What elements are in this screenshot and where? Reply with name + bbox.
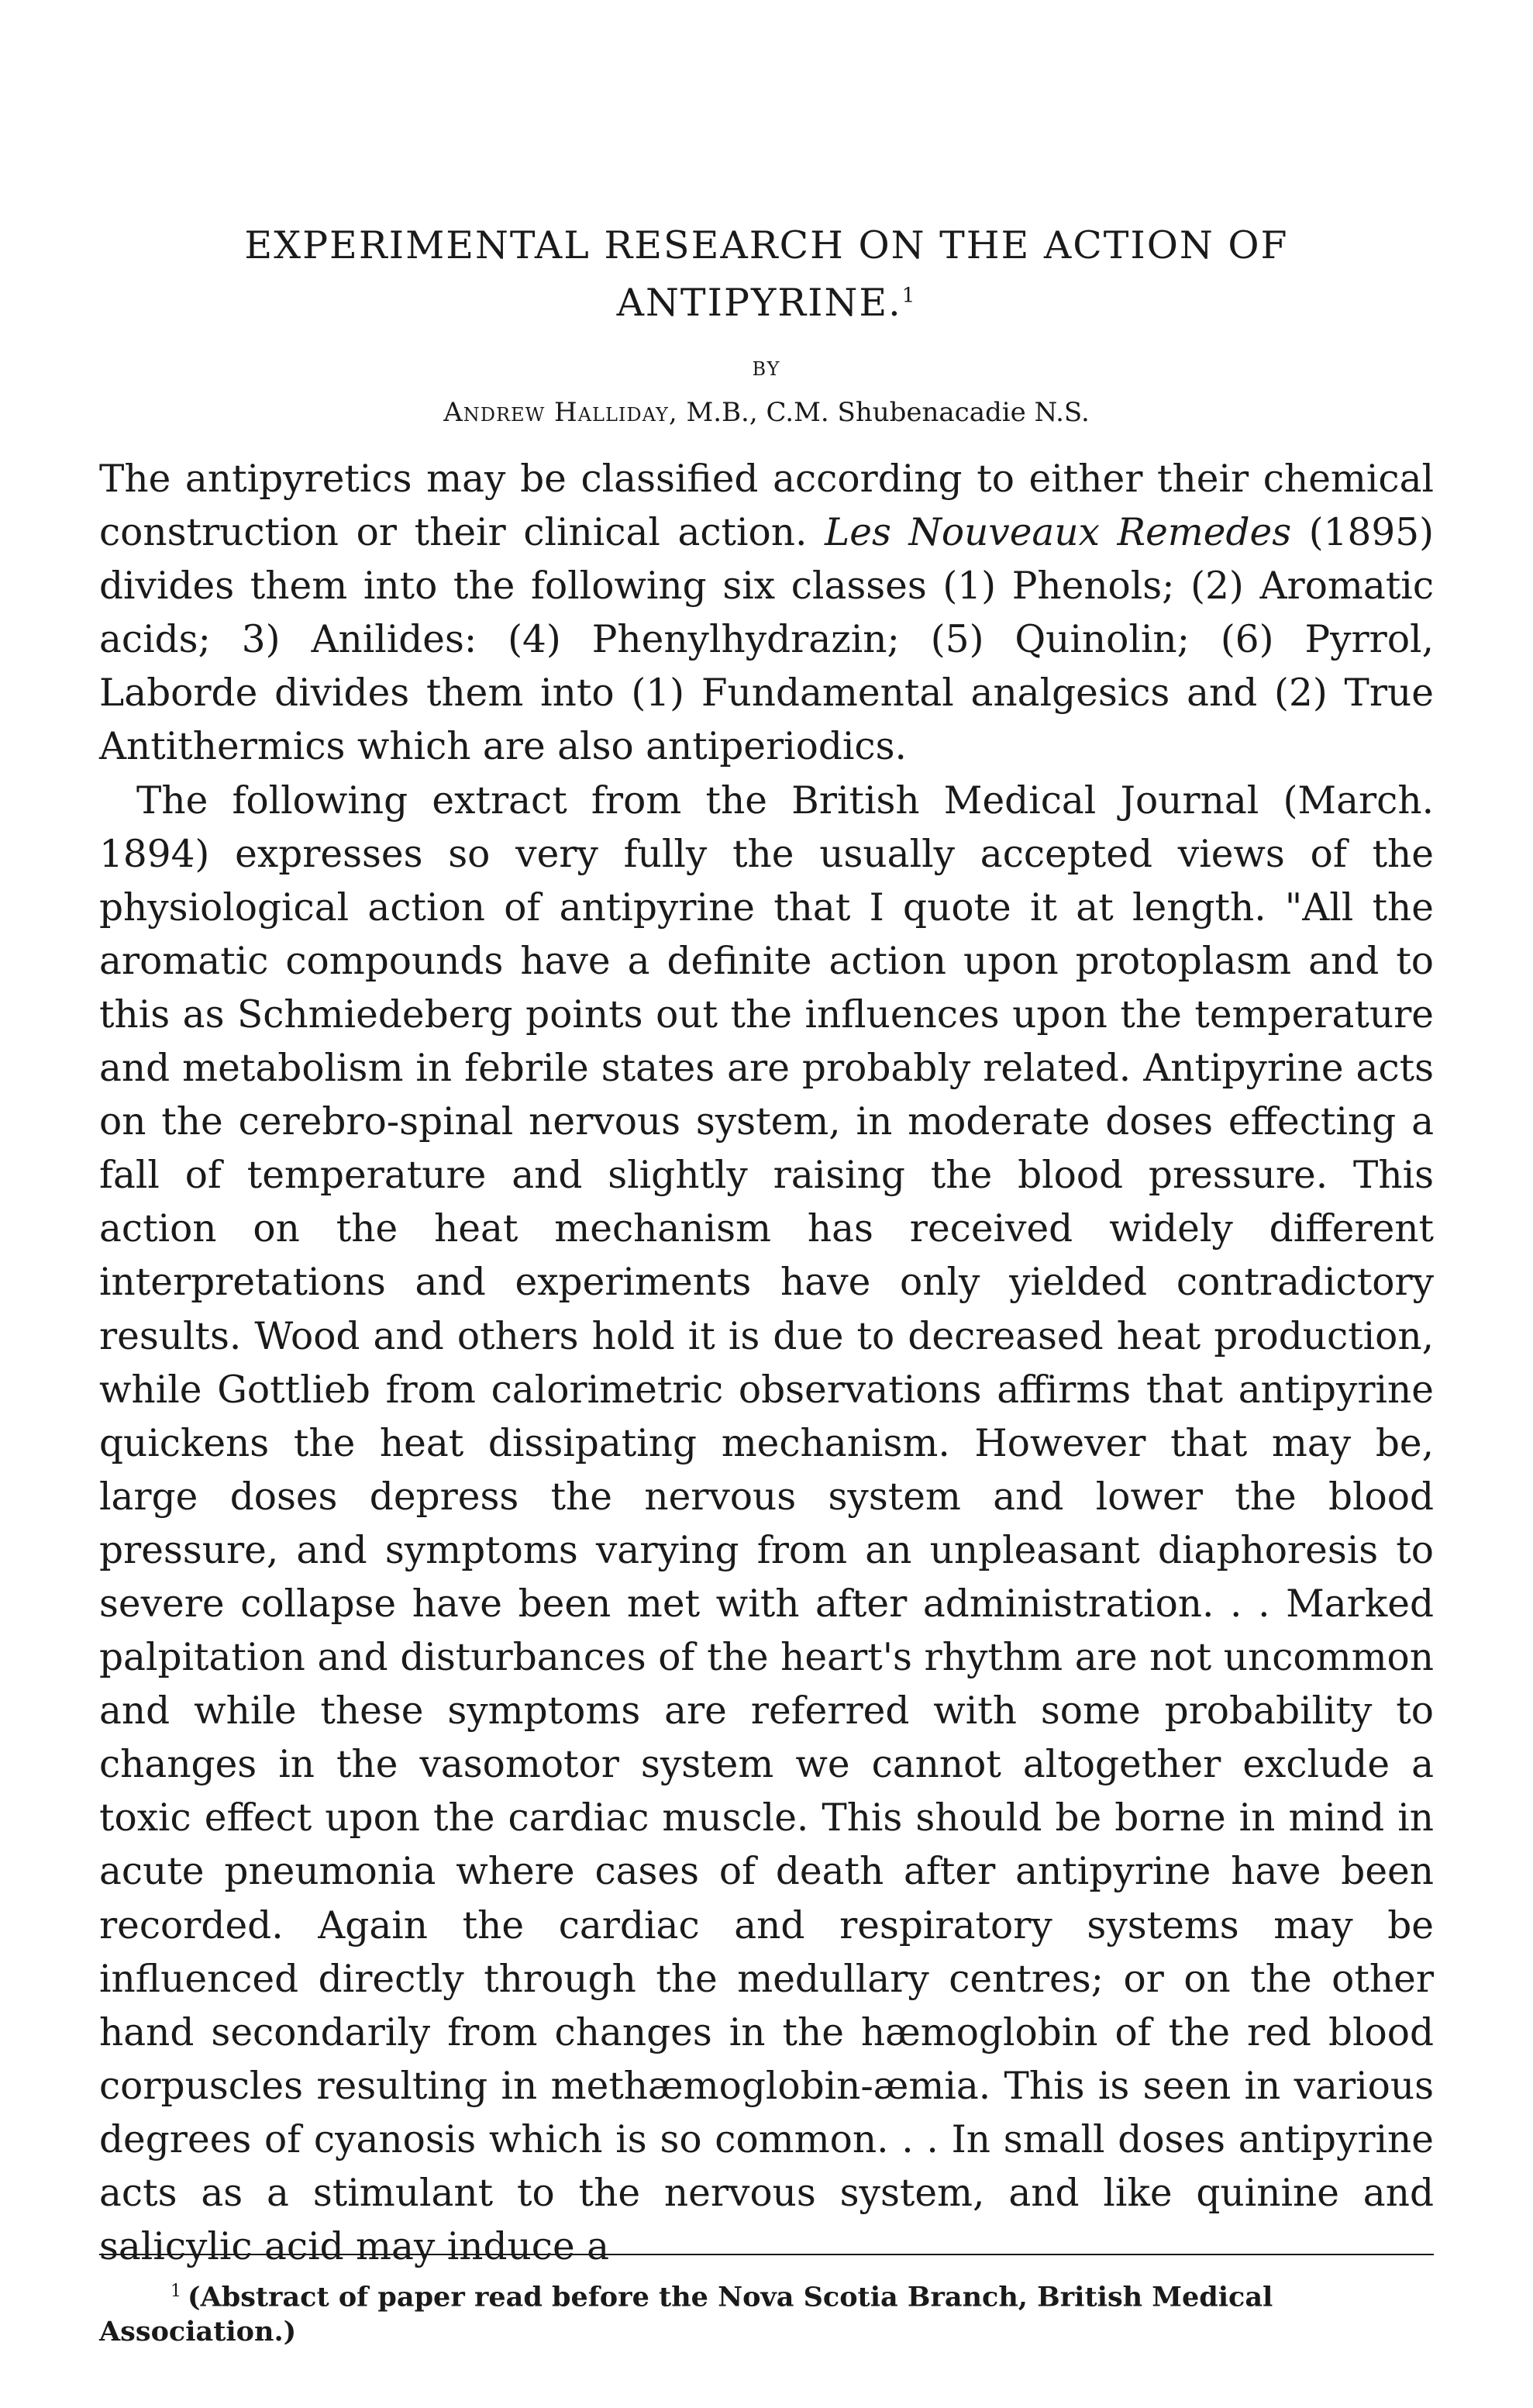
title-footnote-marker: 1 bbox=[901, 284, 917, 308]
article-body bbox=[99, 453, 1434, 2274]
author-credentials: M.B., C.M. Shubenacadie N.S. bbox=[686, 397, 1090, 428]
article-title-text-1: EXPERIMENTAL RESEARCH ON THE ACTION OF bbox=[244, 223, 1289, 267]
article-title-line-2 bbox=[0, 281, 1533, 325]
author-name: Andrew Halliday, bbox=[443, 397, 678, 428]
paragraph-1 bbox=[99, 453, 1434, 774]
footnote-divider bbox=[99, 2254, 1434, 2255]
paragraph-1-part-a: The antipyretics may be classified according to either their chemical construction or their clinical action. bbox=[99, 457, 1434, 555]
footnote-marker: 1 bbox=[171, 2282, 181, 2301]
article-title-text-2: ANTIPYRINE. bbox=[616, 281, 902, 325]
footnote-text: (Abstract of paper read before the Nova Scotia Branch, British Medical Association.) bbox=[99, 2281, 1273, 2348]
footnote bbox=[99, 2275, 1434, 2349]
article-title-line-1 bbox=[0, 223, 1533, 267]
byline-label: BY bbox=[752, 358, 781, 380]
author-line bbox=[0, 397, 1533, 428]
paragraph-2: The following extract from the British Medical Journal (March. 1894) expresses so very fully the usually accepted views of the physiological action of antipyrine that I quote it at length. "All the aromatic compounds have a definite action upon protoplasm and to this as Schmiedeberg points out the influences upon the temperature and metabolism in febrile states are probably related. Antipyrine acts on the cerebro-spinal nervous system, in moderate doses effecting a fall of temperature and slightly raising the blood pressure. This action on the heat mechanism has received widely different interpretations and experiments have only yielded contradictory results. Wood and others hold it is due to decreased heat production, while Gottlieb from calorimetric observations affirms that antipyrine quickens the heat dissipating mechanism. However that may be, large doses depress the nervous system and lower the blood pressure, and symptoms varying from an unpleasant diaphoresis to severe collapse have been met with after administration. . . Marked palpitation and disturbances of the heart's rhythm are not uncommon and while these symptoms are referred with some probability to changes in the vasomotor system we cannot altogether exclude a toxic effect upon the cardiac muscle. This should be borne in mind in acute pneumonia where cases of death after antipyrine have been recorded. Again the cardiac and respiratory systems may be influenced directly through the medullary centres; or on the other hand secondarily from changes in the hæmoglobin of the red blood corpuscles resulting in methæmoglobin-æmia. This is seen in various degrees of cyanosis which is so common. . . In small doses antipyrine acts as a stimulant to the nervous system, and like quinine and salicylic acid may induce a bbox=[99, 778, 1434, 2269]
paragraph-1-part-b: (1895) divides them into the following six classes (1) Phenols; (2) Aromatic acids; 3) Anilides: (4) Phenylhydrazin; (5) Quinolin; (6) Pyrrol, Laborde divides them into (1) Fundamental analgesics and (2) True Antithermics which are also antiperiodics. bbox=[99, 511, 1435, 769]
paragraph-1-italic-title: Les Nouveaux Remedes bbox=[825, 511, 1292, 555]
